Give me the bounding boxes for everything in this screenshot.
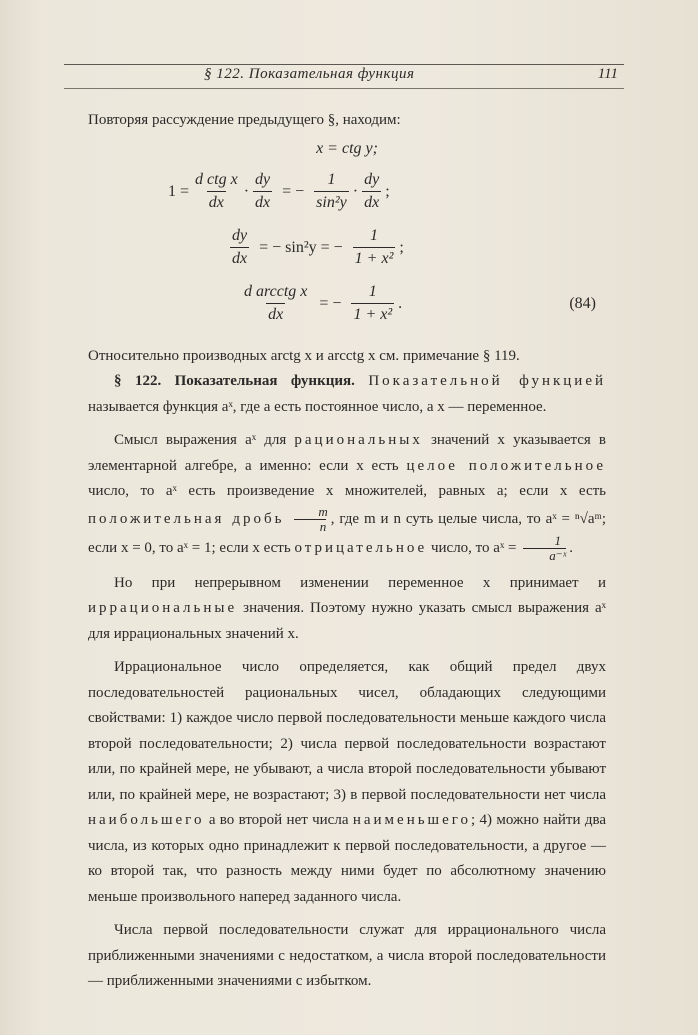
eq2-dot: ·	[243, 182, 250, 200]
sequences-paragraph: Иррациональное число определяется, как общий предел двух последовательностей рациональных чисел, обладающих следующими свойствами: 1) каждое число первой последовательности меньше каждого числа второй последовательности; 2) числа первой последовательности возрастают или, по крайней мере, не убывают, а числа второй последовательности убывают или, по крайней мере, не возрастают; 3) в первой последовательности нет числа наибольшего а во второй нет числа наименьшего; 4) можно найти два числа, из которых одно принадлежит к первой последовательности, а другое — ко второй так, что разность между ними будет по абсолютному значению меньше произвольного наперед заданного числа.	[88, 659, 607, 905]
eq3-fraction-1: $\frac{dy}{dx}$	[232, 227, 248, 267]
intro-text: Повторяя рассуждение предыдущего §, находим:	[88, 112, 401, 128]
equation-cotangent: x = ctg y;	[316, 139, 378, 157]
eq4-fraction-2: $\frac{1}{\text{1 + x²}}$	[353, 283, 393, 323]
eq4-fraction-1: $\frac{\text{d arcctg x}}{dx}$	[244, 283, 308, 323]
defined-term: Показательной функцией	[368, 373, 607, 389]
emphasis-least: наименьшего	[352, 812, 472, 828]
note-paragraph: Относительно производных arctg x и arcctg x см. примечание § 119.	[88, 347, 520, 364]
page-number: 111	[597, 66, 618, 82]
emphasis-positive-fraction: положительная дробь	[88, 510, 285, 527]
eq2-fraction-1: $\frac{\text{d ctg x}}{dx}$	[195, 171, 238, 211]
eq2-fraction-3: $\frac{1}{\text{sin²y}}$	[316, 171, 347, 211]
eq2-lhs: 1 =	[168, 182, 190, 200]
header-rule-top	[64, 64, 624, 65]
fraction-one-over-a-minus-x: $\frac{1}{\text{a⁻ˣ}}$	[523, 534, 566, 563]
emphasis-negative: отрицательное	[294, 539, 428, 556]
definition-rest: называется функция aˣ, где a есть постоянное число, а x — переменное.	[88, 398, 547, 415]
eq2-end: ;	[385, 182, 390, 200]
eq2-fraction-4: $\frac{dy}{dx}$	[364, 171, 380, 211]
emphasis-rational: рациональных	[294, 432, 423, 448]
eq3-fraction-2: $\frac{1}{\text{1 + x²}}$	[354, 227, 394, 267]
equation-84	[88, 276, 606, 332]
eq3-middle: = − sin²y = −	[259, 238, 343, 256]
header-rule-bottom	[64, 88, 624, 89]
fraction-m-n: $\frac{m}{n}$	[292, 505, 327, 534]
equation-derivative-chain	[88, 164, 606, 220]
eq2-fraction-2: $\frac{dy}{dx}$	[255, 171, 271, 211]
equation-number: (84)	[569, 294, 596, 312]
section-heading: § 122. Показательная функция.	[114, 373, 355, 389]
page-body	[88, 108, 606, 995]
equation-dy-dx	[88, 220, 606, 276]
eq4-end: .	[398, 294, 403, 312]
approximation-paragraph: Числа первой последовательности служат для иррационального числа приближенными значениями с недостатком, а числа второй последовательности — приближенными значениями с избытком.	[88, 922, 606, 989]
eq3-end: ;	[399, 238, 404, 256]
rational-paragraph: Смысл выражения aˣ для рациональных значений x указывается в элементарной алгебре, а именно: если x есть целое положительное число, то aˣ есть произведение x множителей, равных a; если x есть положительная дробь $\frac{m}{n}$ , где m и n суть целые числа, то aˣ = ⁿ√aᵐ; если x = 0, то aˣ = 1; если x есть отрицательное число, то aˣ = $\frac{1}{\text{a⁻ˣ}}$ .	[88, 432, 607, 563]
emphasis-irrational: иррациональные	[88, 600, 238, 616]
emphasis-greatest: наибольшего	[88, 812, 205, 828]
running-title: § 122. Показательная функция	[204, 66, 415, 82]
emphasis-positive-integer: целое положительное	[406, 457, 607, 474]
eq4-middle: = −	[319, 294, 342, 312]
eq2-equals: = −	[282, 182, 305, 200]
definition-paragraph	[88, 369, 606, 420]
irrational-paragraph: Но при непрерывном изменении переменное x принимает и иррациональные значения. Поэтому нужно указать смысл выражения aˣ для иррациональных значений x.	[88, 574, 606, 642]
eq2-dot-2: ·	[352, 182, 359, 200]
page-header	[64, 52, 624, 92]
